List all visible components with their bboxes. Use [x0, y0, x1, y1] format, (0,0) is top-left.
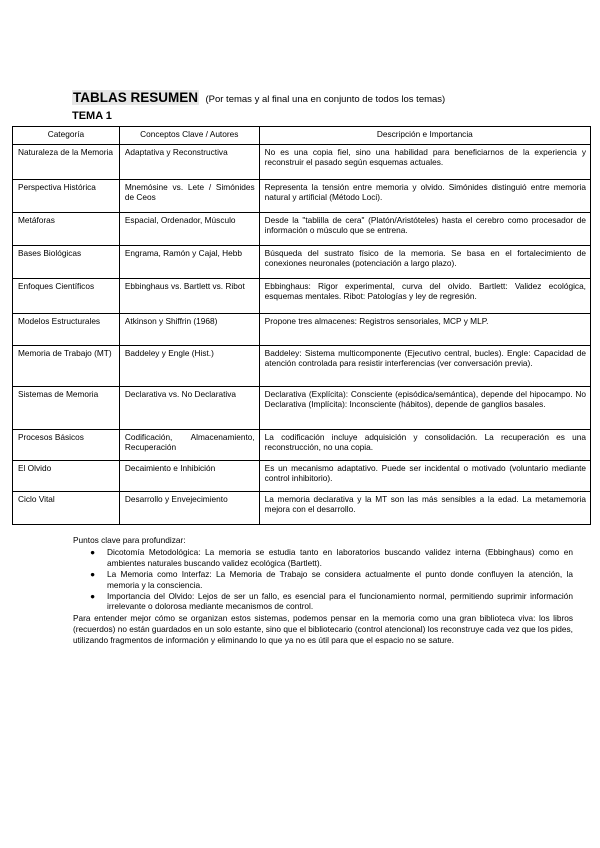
table-row — [13, 314, 591, 346]
page-subtitle: (Por temas y al final una en conjunto de todos los temas) — [205, 94, 446, 105]
table-row — [13, 279, 591, 314]
bullet-icon: ● — [90, 590, 96, 601]
table-cell-concepts: Ebbinghaus vs. Bartlett vs. Ribot — [119, 279, 259, 314]
column-header-description: Descripción e Importancia — [259, 127, 590, 145]
table-row — [13, 492, 591, 525]
table-row — [13, 461, 591, 492]
list-item — [73, 591, 573, 613]
table-cell-category: Memoria de Trabajo (MT) — [13, 346, 120, 387]
key-points-header: Puntos clave para profundizar: — [73, 535, 186, 545]
table-cell-description: Es un mecanismo adaptativo. Puede ser incidental o motivado (voluntario mediante control inhibitorio). — [259, 461, 590, 492]
page-title: TABLAS RESUMEN — [73, 90, 199, 105]
table-cell-concepts: Atkinson y Shiffrin (1968) — [119, 314, 259, 346]
table-row — [13, 246, 591, 279]
table-cell-category: El Olvido — [13, 461, 120, 492]
table-cell-concepts: Espacial, Ordenador, Músculo — [119, 213, 259, 246]
table-cell-category: Procesos Básicos — [13, 430, 120, 461]
table-row — [13, 430, 591, 461]
table-cell-description: La memoria declarativa y la MT son las más sensibles a la edad. La metamemoria mejora con el desarrollo. — [259, 492, 590, 525]
table-cell-category: Sistemas de Memoria — [13, 387, 120, 430]
list-item-text: Importancia del Olvido: Lejos de ser un fallo, es esencial para el funcionamiento normal, permitiendo suprimir información irrelevante o dolorosa mediante mecanismos de control. — [107, 590, 573, 612]
table-cell-concepts: Desarrollo y Envejecimiento — [119, 492, 259, 525]
key-points-section — [73, 535, 583, 646]
table-cell-category: Perspectiva Histórica — [13, 180, 120, 213]
table-row — [13, 180, 591, 213]
table-cell-description: Búsqueda del sustrato físico de la memoria. Se basa en el fortalecimiento de conexiones neuronales (potenciación a largo plazo). — [259, 246, 590, 279]
list-item — [73, 569, 573, 591]
table-cell-concepts: Adaptativa y Reconstructiva — [119, 145, 259, 180]
table-cell-concepts: Codificación, Almacenamiento, Recuperación — [119, 430, 259, 461]
table-cell-description: Declarativa (Explícita): Consciente (episódica/semántica), depende del hipocampo. No Declarativa (Implícita): Inconsciente (hábitos), depende de ganglios basales. — [259, 387, 590, 430]
title-line — [72, 89, 445, 107]
table-cell-description: La codificación incluye adquisición y consolidación. La recuperación es una reconstrucción, no una copia. — [259, 430, 590, 461]
table-cell-category: Bases Biológicas — [13, 246, 120, 279]
bullet-icon: ● — [90, 546, 96, 557]
column-header-category: Categoría — [13, 127, 120, 145]
table-row — [13, 213, 591, 246]
bullet-icon: ● — [90, 568, 96, 579]
table-cell-category: Ciclo Vital — [13, 492, 120, 525]
table-row — [13, 387, 591, 430]
list-item — [73, 547, 573, 569]
table-cell-description: Representa la tensión entre memoria y olvido. Simónides distinguió entre memoria natural y artificial (Método Loci). — [259, 180, 590, 213]
list-item-text: Dicotomía Metodológica: La memoria se estudia tanto en laboratorios buscando validez interna (Ebbinghaus) como en ambientes naturales buscando validez ecológica (Bartlett). — [107, 546, 573, 568]
table-cell-concepts: Decaimiento e Inhibición — [119, 461, 259, 492]
summary-table — [12, 126, 591, 525]
table-row — [13, 346, 591, 387]
table-cell-category: Naturaleza de la Memoria — [13, 145, 120, 180]
column-header-concepts: Conceptos Clave / Autores — [119, 127, 259, 145]
table-row — [13, 145, 591, 180]
list-item-text: La Memoria como Interfaz: La Memoria de Trabajo se considera actualmente el punto donde confluyen la atención, la memoria y la consciencia. — [107, 568, 573, 590]
table-cell-concepts: Mnemósine vs. Lete / Simónides de Ceos — [119, 180, 259, 213]
table-cell-category: Enfoques Científicos — [13, 279, 120, 314]
table-cell-description: No es una copia fiel, sino una habilidad para beneficiarnos de la experiencia y reconstruir el pasado según esquemas actuales. — [259, 145, 590, 180]
table-cell-category: Modelos Estructurales — [13, 314, 120, 346]
table-cell-description: Baddeley: Sistema multicomponente (Ejecutivo central, bucles). Engle: Capacidad de atención controlada para resistir interferencias (ver conversación previa). — [259, 346, 590, 387]
table-cell-category: Metáforas — [13, 213, 120, 246]
table-cell-concepts: Baddeley y Engle (Hist.) — [119, 346, 259, 387]
table-cell-concepts: Declarativa vs. No Declarativa — [119, 387, 259, 430]
key-points-list — [73, 547, 583, 612]
table-cell-description: Propone tres almacenes: Registros sensoriales, MCP y MLP. — [259, 314, 590, 346]
closing-paragraph: Para entender mejor cómo se organizan estos sistemas, podemos pensar en la memoria como una gran biblioteca viva: los libros (recuerdos) no están guardados en un solo estante, sino que el bibliotecario (control atencional) los reconstruye cada vez que los pides, utilizando fragmentos de información y eliminando lo que ya no es útil para que el espacio no se sature. — [73, 613, 573, 646]
table-cell-concepts: Engrama, Ramón y Cajal, Hebb — [119, 246, 259, 279]
table-cell-description: Ebbinghaus: Rigor experimental, curva del olvido. Bartlett: Validez ecológica, esquemas mentales. Ribot: Patologías y ley de regresión. — [259, 279, 590, 314]
table-header-row — [13, 127, 591, 145]
table-cell-description: Desde la "tablilla de cera" (Platón/Aristóteles) hasta el cerebro como procesador de información o músculo que se entrena. — [259, 213, 590, 246]
section-title: TEMA 1 — [72, 110, 112, 122]
